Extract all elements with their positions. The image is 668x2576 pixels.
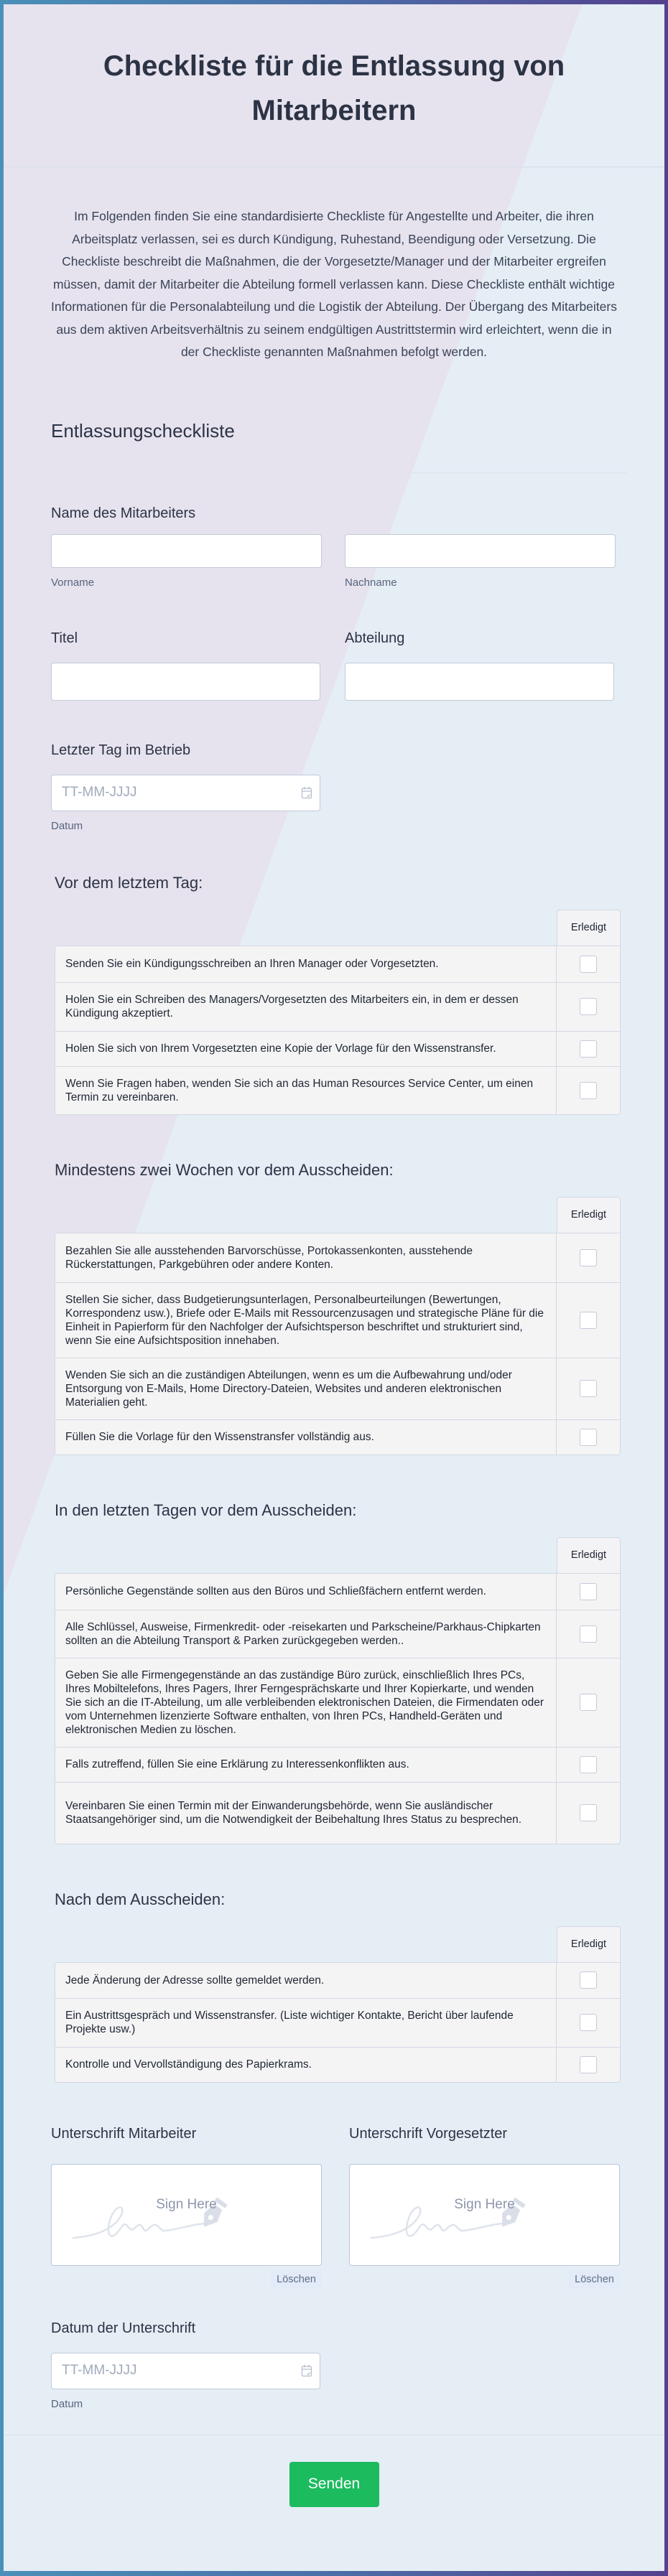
last-day-field <box>4 742 664 832</box>
row-label: Vereinbaren Sie einen Termin mit der Einwanderungsbehörde, wenn Sie ausländischer Staatsangehöriger sind, um die Notwendigkeit der Beibehaltung Ihres Status zu besprechen. <box>55 1783 557 1844</box>
checklist-table <box>55 1926 621 2083</box>
sign-here-placeholder: Sign Here <box>156 2196 217 2212</box>
row-label: Alle Schlüssel, Ausweise, Firmenkredit- oder -reisekarten und Parkscheine/Parkhaus-Chipkarten sollten an die Abteilung Transport & Parken zurückgegeben werden.. <box>55 1610 557 1658</box>
signature-date-field <box>4 2320 664 2410</box>
done-checkbox[interactable] <box>580 1380 597 1397</box>
table-row <box>55 1233 620 1282</box>
supervisor-signature-pad[interactable] <box>349 2164 620 2266</box>
done-checkbox[interactable] <box>580 1583 597 1600</box>
column-header-done: Erledigt <box>557 1926 621 1962</box>
calendar-icon[interactable] <box>301 786 312 799</box>
table-row <box>55 1998 620 2047</box>
supervisor-signature-label: Unterschrift Vorgesetzter <box>349 2125 508 2142</box>
done-checkbox[interactable] <box>580 1756 597 1773</box>
section-heading <box>4 420 664 473</box>
row-label: Falls zutreffend, füllen Sie eine Erklärung zu Interessenkonflikten aus. <box>55 1747 557 1782</box>
first-name-input[interactable] <box>51 534 322 568</box>
employee-name-label: Name des Mitarbeiters <box>51 505 196 521</box>
employee-signature-pad[interactable] <box>51 2164 322 2266</box>
table-row <box>55 1419 620 1455</box>
table-row <box>55 1282 620 1358</box>
last-day-placeholder: TT-MM-JJJJ <box>62 785 137 800</box>
done-checkbox[interactable] <box>580 1625 597 1643</box>
done-checkbox[interactable] <box>580 1429 597 1446</box>
intro-paragraph: Im Folgenden finden Sie eine standardisierte Checkliste für Angestellte und Arbeiter, die ihren Arbeitsplatz verlassen, sei es durch Kündigung, Ruhestand, Beendigung oder Versetzung. Die Checkliste beschreibt die Maßnahmen, die der Vorgesetzte/Manager und der Mitarbeiter ergreifen müssen, damit der Mitarbeiter die Abteilung formell verlassen kann. Diese Checkliste enthält wichtige Informationen für die Personalabteilung und die Logistik der Abteilung. Der Übergang des Mitarbeiters aus dem aktiven Arbeitsverhältnis zu seinem endgültigen Austrittstermin wird erleichtert, wenn die in der Checkliste genannten Maßnahmen befolgt werden. <box>51 209 617 359</box>
done-checkbox[interactable] <box>580 2056 597 2073</box>
row-label: Kontrolle und Vervollständigung des Papierkrams. <box>55 2048 557 2082</box>
last-day-date-input[interactable] <box>51 775 320 811</box>
signature-date-input[interactable] <box>51 2353 320 2389</box>
done-checkbox[interactable] <box>580 1040 597 1058</box>
sign-here-placeholder: Sign Here <box>454 2196 515 2212</box>
row-label: Bezahlen Sie alle ausstehenden Barvorschüsse, Portokassenkonten, ausstehende Rückerstattungen, Parkgebühren oder andere Konten. <box>55 1233 557 1282</box>
form-frame <box>4 4 664 2571</box>
done-checkbox[interactable] <box>580 1312 597 1329</box>
done-checkbox[interactable] <box>580 1804 597 1821</box>
row-label: Ein Austrittsgespräch und Wissenstransfer. (Liste wichtiger Kontakte, Bericht über laufende Projekte usw.) <box>55 1999 557 2047</box>
title-department-row <box>4 630 664 701</box>
table-row <box>55 1747 620 1782</box>
title-input[interactable] <box>51 663 320 701</box>
checklist-two-weeks-before <box>4 1161 664 1455</box>
table-row <box>55 1574 620 1610</box>
table-row <box>55 1358 620 1419</box>
row-label: Senden Sie ein Kündigungsschreiben an Ihren Manager oder Vorgesetzten. <box>55 946 557 982</box>
row-label: Holen Sie ein Schreiben des Managers/Vorgesetzten des Mitarbeiters ein, in dem er dessen Kündigung akzeptiert. <box>55 983 557 1031</box>
section-divider <box>41 456 627 473</box>
department-label: Abteilung <box>345 630 405 646</box>
clear-supervisor-signature-button[interactable]: Löschen <box>569 2270 620 2289</box>
table-row <box>55 1031 620 1066</box>
table-row <box>55 1066 620 1114</box>
section-title: Entlassungscheckliste <box>51 419 235 442</box>
row-label: Stellen Sie sicher, dass Budgetierungsunterlagen, Personalbeurteilungen (Bewertungen, Korrespondenz usw.), Briefe oder E-Mails mit Ressourcenzusagen und strategische Pläne für die Einheit in Papierform für den Nachfolger der Aufsichtsperson beschriftet und strukturiert sind, wenn Sie eine Aufsichtsposition innehaben. <box>55 1283 557 1358</box>
row-label: Holen Sie sich von Ihrem Vorgesetzten eine Kopie der Vorlage für den Wissenstransfer. <box>55 1032 557 1066</box>
clear-employee-signature-button[interactable]: Löschen <box>271 2270 322 2289</box>
signature-date-sublabel: Datum <box>51 2397 83 2410</box>
form-header <box>4 4 664 167</box>
row-label: Jede Änderung der Adresse sollte gemeldet werden. <box>55 1963 557 1998</box>
table-row <box>55 2047 620 2082</box>
done-checkbox[interactable] <box>580 1971 597 1989</box>
checklist-title: Nach dem Ausscheiden: <box>55 1890 226 1908</box>
first-name-sublabel: Vorname <box>51 576 95 589</box>
checklist-last-days-before <box>4 1501 664 1844</box>
checklist-table <box>55 1537 621 1844</box>
calendar-icon[interactable] <box>301 2364 312 2377</box>
table-row <box>55 1610 620 1658</box>
table-row <box>55 1658 620 1747</box>
supervisor-signature-field <box>349 2126 620 2289</box>
last-name-input[interactable] <box>345 534 616 568</box>
done-checkbox[interactable] <box>580 1694 597 1711</box>
employee-signature-label: Unterschrift Mitarbeiter <box>51 2125 197 2142</box>
title-label: Titel <box>51 630 78 646</box>
department-input[interactable] <box>345 663 614 701</box>
column-header-done: Erledigt <box>557 910 621 946</box>
last-day-label: Letzter Tag im Betrieb <box>51 742 191 758</box>
checklist-after-leaving <box>4 1890 664 2083</box>
column-header-done: Erledigt <box>557 1197 621 1233</box>
submit-button[interactable]: Senden <box>289 2462 379 2507</box>
row-label: Persönliche Gegenstände sollten aus den Büros und Schließfächern entfernt werden. <box>55 1574 557 1610</box>
submit-area <box>4 2435 664 2507</box>
done-checkbox[interactable] <box>580 2014 597 2031</box>
checklist-title: Vor dem letztem Tag: <box>55 873 203 892</box>
row-label: Geben Sie alle Firmengegenstände an das zuständige Büro zurück, einschließlich Ihres PCs, Ihres Mobiltelefons, Ihres Pagers, Ihrer Ferngesprächskarte und Ihrer Kopierkarte, und wenden Sie sich an die IT-Abteilung, um alle verbleibenden elektronischen Dateien, die Firmendaten oder vom Unternehmen lizenzierte Software enthalten, von Ihren PCs, Handheld-Geräten und elektronischen Medien zu löschen. <box>55 1658 557 1747</box>
done-checkbox[interactable] <box>580 1082 597 1099</box>
checklist-before-last-day <box>4 874 664 1115</box>
row-label: Wenn Sie Fragen haben, wenden Sie sich an das Human Resources Service Center, um einen Termin zu vereinbaren. <box>55 1067 557 1114</box>
checklist-title: Mindestens zwei Wochen vor dem Ausscheiden: <box>55 1160 394 1179</box>
signatures-row <box>4 2126 664 2289</box>
table-row <box>55 946 620 982</box>
table-row <box>55 1782 620 1844</box>
form-content <box>4 4 664 2507</box>
row-label: Füllen Sie die Vorlage für den Wissenstransfer vollständig aus. <box>55 1420 557 1455</box>
done-checkbox[interactable] <box>580 1249 597 1266</box>
column-header-done: Erledigt <box>557 1537 621 1573</box>
table-row <box>55 982 620 1031</box>
done-checkbox[interactable] <box>580 956 597 973</box>
last-name-sublabel: Nachname <box>345 576 397 589</box>
checklist-table <box>55 910 621 1115</box>
employee-signature-field <box>51 2126 322 2289</box>
employee-name-field <box>4 505 664 589</box>
page-title: Checkliste für die Entlassung von Mitarbeitern <box>103 50 565 126</box>
signature-date-label: Datum der Unterschrift <box>51 2320 196 2336</box>
signature-date-placeholder: TT-MM-JJJJ <box>62 2363 137 2378</box>
last-day-sublabel: Datum <box>51 819 83 832</box>
row-label: Wenden Sie sich an die zuständigen Abteilungen, wenn es um die Aufbewahrung und/oder Entsorgung von E-Mails, Home Directory-Dateien, Websites und anderen elektronischen Materialien geht. <box>55 1358 557 1419</box>
table-row <box>55 1963 620 1998</box>
done-checkbox[interactable] <box>580 998 597 1015</box>
checklist-table <box>55 1197 621 1455</box>
checklist-title: In den letzten Tagen vor dem Ausscheiden: <box>55 1501 357 1519</box>
